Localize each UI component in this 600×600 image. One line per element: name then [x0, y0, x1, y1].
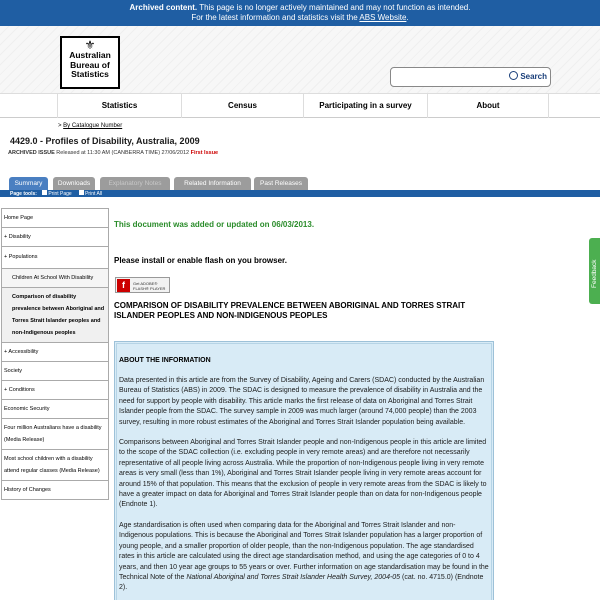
- search-icon: [509, 71, 518, 80]
- main-nav: [0, 94, 600, 118]
- banner-line1: This page is no longer actively maintained and may not function as intended.: [197, 3, 471, 12]
- sidebar-item-accessibility[interactable]: + Accessibility: [2, 343, 108, 362]
- section-title: COMPARISON OF DISABILITY PREVALENCE BETWEEN ABORIGINAL AND TORRES STRAIT ISLANDER PEOPLES AND NON-INDIGENOUS PEOPLES: [114, 301, 466, 320]
- info-box: [114, 341, 494, 600]
- tab-related-information[interactable]: Related Information: [174, 177, 251, 190]
- nav-participating[interactable]: Participating in a survey: [303, 94, 427, 118]
- search-input[interactable]: [394, 70, 504, 84]
- flash-badge-text: [133, 281, 165, 291]
- info-box-inner: [116, 343, 492, 600]
- page-tools-label: Page tools:: [10, 191, 37, 197]
- logo-line3: Statistics: [71, 69, 109, 79]
- nav-about[interactable]: About: [427, 94, 549, 118]
- feedback-tab[interactable]: [589, 238, 600, 304]
- tab-downloads[interactable]: Downloads: [53, 177, 95, 190]
- print-icon: [42, 190, 47, 195]
- info-paragraph-3: [119, 521, 489, 594]
- sidebar-item-history[interactable]: History of Changes: [2, 481, 108, 500]
- tab-summary[interactable]: Summary: [9, 177, 48, 190]
- pdf-icon: [79, 190, 84, 195]
- breadcrumb-link[interactable]: By Catalogue Number: [63, 123, 123, 129]
- nav-census[interactable]: Census: [181, 94, 303, 118]
- sidebar-item-comparison[interactable]: Comparison of disability prevalence between Aboriginal and Torres Strait Islander peoples and non-Indigenous peoples: [2, 288, 108, 343]
- breadcrumb: [58, 123, 122, 129]
- sidebar-item-conditions[interactable]: + Conditions: [2, 381, 108, 400]
- logo-line1: Australian: [69, 50, 111, 60]
- tab-explanatory-notes: Explanatory Notes: [100, 177, 170, 190]
- sidebar-item-four-million[interactable]: Four million Australians have a disability (Media Release): [2, 419, 108, 450]
- sidebar-item-home[interactable]: Home Page: [2, 209, 108, 228]
- get-flash-player-button[interactable]: [115, 277, 170, 293]
- sidebar-item-society[interactable]: Society: [2, 362, 108, 381]
- crest-icon: ⚜: [84, 38, 96, 52]
- search-box: [390, 67, 551, 87]
- flash-message: Please install or enable flash on you browser.: [114, 256, 287, 265]
- flash-badge-line1: Get ADOBE®: [133, 281, 158, 286]
- issue-text: Released at 11:30 AM (CANBERRA TIME) 27/06/2012: [54, 150, 191, 156]
- info-paragraph-3-main: Age standardisation is often used when comparing data for the Aboriginal and Torres Strait Islander and non-Indigenous populations. This is because the Aboriginal and Torres Strait Islander population has a larger proportion of young people, and a smaller proportion of older people, than the non-Indigenous population. The age standardised rates in this article are calculated using the direct age standardisation method, and using the age categories of 0 to 4 years, and then 10 year age groups to 55 years or over. Further information on age standardisation may be found in the Technical Note of the: [119, 521, 489, 581]
- sidebar-item-economic-security[interactable]: Economic Security: [2, 400, 108, 419]
- print-all-link[interactable]: [79, 191, 102, 197]
- abs-website-link[interactable]: ABS Website: [359, 13, 407, 22]
- print-all-label: Print All: [85, 191, 103, 197]
- info-paragraph-2: Comparisons between Aboriginal and Torres Strait Islander people and non-Indigenous people in this article are limited to the scope of the SDAC collection (i.e. excluding people in very remote areas) and are therefore not necessarily representative of all people living across Australia. While the proportion of non-Indigenous people living in very remote areas is very small (less than 1%), Aboriginal and Torres Strait Islander people living in very remote areas account for around 15% of that population. This means that the exclusion of people in very remote areas from the SDAC is likely to have a greater impact on data for Aboriginal and Torres Strait Islander people than on data for non-Indigenous people (Endnote 1).: [119, 439, 487, 509]
- info-paragraph-3-end: (cat. no. 4715.0) (Endnote 2).: [119, 573, 484, 592]
- print-page-link[interactable]: [42, 191, 71, 197]
- banner-bold: Archived content.: [129, 3, 198, 12]
- banner-line2-post: .: [406, 13, 409, 22]
- archived-banner: [0, 0, 600, 26]
- banner-line2-pre: For the latest information and statistics visit the: [191, 13, 360, 22]
- issue-label: ARCHIVED ISSUE: [8, 150, 55, 156]
- sidebar-item-children-at-school[interactable]: Children At School With Disability: [2, 269, 108, 288]
- abs-logo[interactable]: [60, 36, 120, 89]
- site-header: [0, 26, 600, 94]
- sidebar: [1, 208, 109, 500]
- sidebar-item-school-children[interactable]: Most school children with a disability attend regular classes (Media Release): [2, 450, 108, 481]
- sidebar-item-populations[interactable]: + Populations: [2, 247, 108, 269]
- flash-logo-icon: f: [117, 279, 130, 292]
- breadcrumb-prefix: >: [58, 123, 64, 129]
- search-button-label: Search: [520, 72, 547, 81]
- page-title: 4429.0 - Profiles of Disability, Australia, 2009: [10, 136, 200, 146]
- info-heading: ABOUT THE INFORMATION: [119, 357, 211, 364]
- search-button[interactable]: [509, 70, 547, 84]
- first-issue-link[interactable]: First Issue: [190, 150, 219, 156]
- info-paragraph-3-italic: National Aboriginal and Torres Strait Islander Health Survey, 2004-05: [186, 573, 401, 581]
- nav-statistics[interactable]: Statistics: [57, 94, 181, 118]
- sidebar-item-disability[interactable]: + Disability: [2, 228, 108, 247]
- print-page-label: Print Page: [48, 191, 72, 197]
- flash-badge-line2: FLASH® PLAYER: [133, 286, 166, 291]
- feedback-label: Feedback: [591, 259, 598, 288]
- issue-line: [8, 150, 218, 156]
- logo-line2: Bureau of: [70, 59, 110, 70]
- page-tools-bar: [0, 190, 600, 197]
- tab-past-releases[interactable]: Past Releases: [254, 177, 308, 190]
- info-paragraph-1: Data presented in this article are from the Survey of Disability, Ageing and Carers (SDAC) conducted by the Australian Bureau of Statistics (ABS) in 2009. The SDAC is designed to measure the prevalence of disability in Australia and the need for support by people with disability. This article marks the first release of data on Aboriginal and Torres Strait Islander people from the SDAC. The survey sample in 2009 was much larger (around 74,000 people) than the 2003 survey, resulting in more robust estimates of the Aboriginal and Torres Strait Islander population being available.: [119, 377, 485, 426]
- added-note: This document was added or updated on 06/03/2013.: [114, 220, 315, 229]
